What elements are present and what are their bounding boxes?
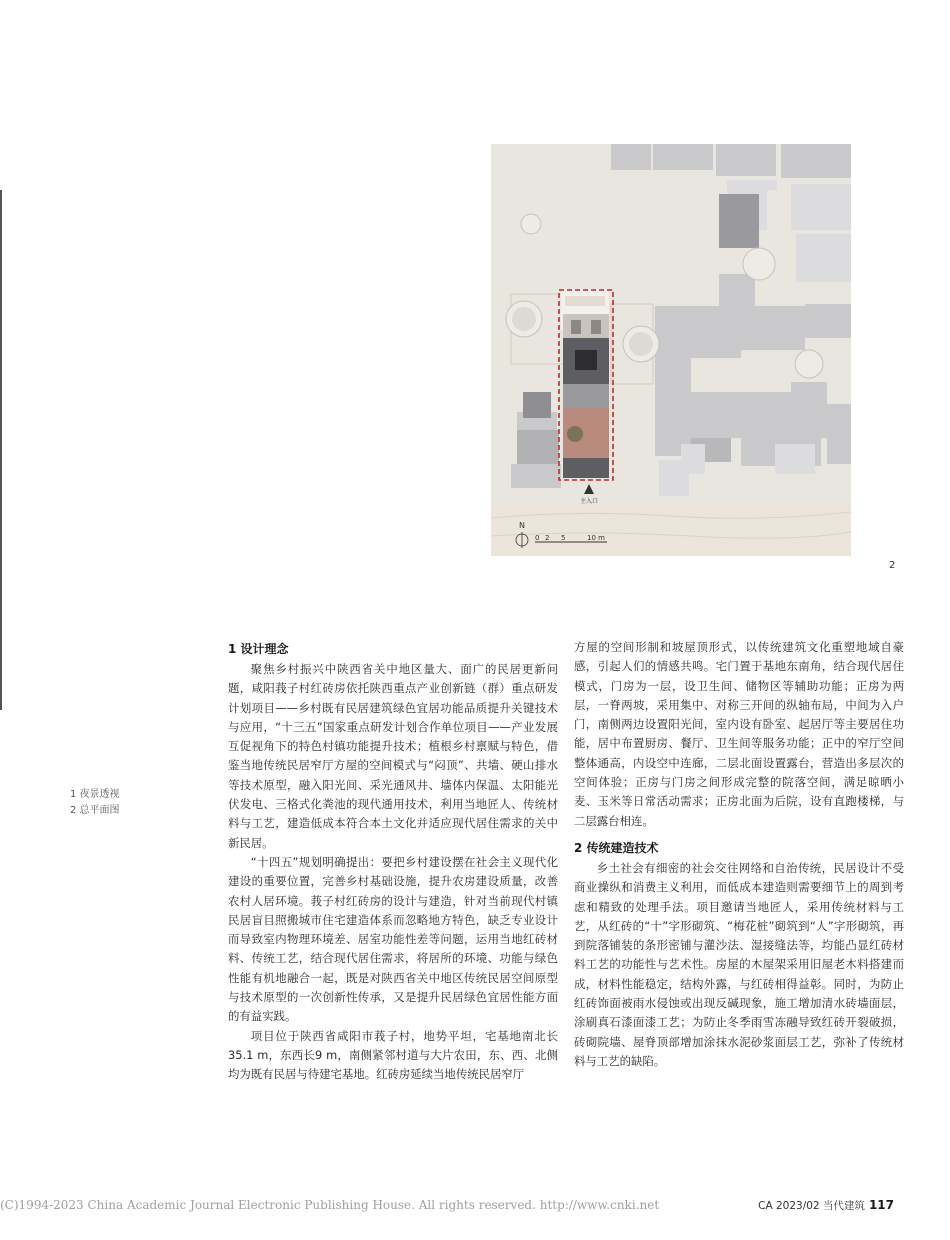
stair bbox=[565, 296, 605, 306]
scale-label-10m: 10 m bbox=[587, 534, 605, 542]
building bbox=[523, 392, 551, 418]
figure-number: 2 bbox=[889, 560, 896, 571]
village-road bbox=[491, 504, 851, 556]
building bbox=[775, 444, 815, 474]
section-heading: 1 设计理念 bbox=[228, 642, 289, 656]
terrace-detail bbox=[571, 320, 581, 334]
building bbox=[791, 184, 851, 230]
section-heading: 2 传统建造技术 bbox=[574, 840, 659, 855]
tree bbox=[521, 214, 541, 234]
gatehouse bbox=[563, 458, 609, 478]
north-label: N bbox=[519, 521, 525, 530]
courtyard-tree bbox=[567, 426, 583, 442]
entrance-label: 主入口 bbox=[579, 498, 599, 505]
scale-label-2: 2 bbox=[545, 534, 550, 542]
building bbox=[796, 234, 851, 282]
caption: 1 夜景透视 bbox=[70, 789, 120, 800]
text-column-left bbox=[228, 640, 558, 1085]
scale-label-0: 0 bbox=[535, 534, 540, 542]
page-edge-rule bbox=[0, 190, 2, 710]
building bbox=[727, 180, 777, 190]
paragraph: 项目位于陕西省咸阳市莪子村，地势平坦，宅基地南北长35.1 m，东西长9 m，南侧紧邻村道与大片农田，东、西、北侧均为既有民居与待建宅基地。红砖房延续当地传统民居窄厅 bbox=[228, 1028, 558, 1082]
text-column-right bbox=[574, 638, 904, 1071]
copyright-notice: (C)1994-2023 China Academic Journal Electronic Publishing House. All rights reserved. http://www.cnki.net bbox=[0, 1198, 660, 1212]
scale-label-5: 5 bbox=[561, 534, 566, 542]
building bbox=[781, 144, 851, 178]
building bbox=[805, 304, 851, 338]
building bbox=[719, 274, 755, 306]
building bbox=[655, 306, 691, 386]
journal-info: CA 2023/02 当代建筑 bbox=[758, 1200, 865, 1212]
paragraph: 聚焦乡村振兴中陕西省关中地区量大、面广的民居更新问题，咸阳莪子村红砖房依托陕西重点产业创新链（群）重点研发计划项目——乡村既有民居建筑绿色宜居功能品质提升关键技术与应用，“十三五”国家重点研发计划合作单位项目——产业发展互促视角下的特色村镇功能提升技术；植根乡村禀赋与特色，借鉴当地传统民居窄厅方屋的空间模式与“闷顶”、共墙、硬山排水等技术原型，融入阳光间、采光通风井、墙体内保温、太阳能光伏发电、三格式化粪池的现代通用技术，利用当地匠人、传统材料与工艺，建造低成本符合本土文化并适应现代居住需求的关中新民居。 bbox=[228, 662, 558, 850]
tree bbox=[512, 307, 536, 331]
tree bbox=[743, 248, 775, 280]
building bbox=[653, 144, 713, 170]
paragraph: 方屋的空间形制和坡屋顶形式，以传统建筑文化重塑地域自豪感，引起人们的情感共鸣。宅门置于基地东南角，结合现代居住模式，门房为一层，设卫生间、储物区等辅助功能；正房为两层，一脊两坡，采用集中、对称三开间的纵轴布局，中间为入户门，南侧两边设置阳光间，室内设有卧室、起居厅等主要居住功能，居中布置厨房、餐厅、卫生间等服务功能；正中的窄厅空间整体通高，内设空中连廊，二层北面设置露台，营造出多层次的空间体验；正房与门房之间形成完整的院落空间，满足晾晒小麦、玉米等日常活动需求；正房北面为后院，设有直跑楼梯，与二层露台相连。 bbox=[574, 640, 904, 828]
terrace bbox=[563, 314, 609, 338]
page-footer bbox=[758, 1198, 894, 1213]
building bbox=[716, 144, 776, 176]
main-house-south bbox=[563, 384, 609, 408]
paragraph: 乡土社会有细密的社会交往网络和自治传统，民居设计不受商业操纵和消费主义利用，而低成本建造则需要细节上的周到考虑和精致的处理手法。项目邀请当地匠人，采用传统材料与工艺，从红砖的“十”字形砌筑、“梅花桩”砌筑到“人”字形砌筑，再到院落铺装的条形密铺与灌沙法、湿接缝法等，均能凸显红砖材料工艺的功能性与艺术性。房屋的木屋架采用旧屋老木料搭建而成，材料性能稳定，结构外露，与红砖相得益彰。同时，为防止红砖饰面被雨水侵蚀或出现反碱现象，施工增加清水砖墙面层，涂刷真石漆面漆工艺；为防止冬季雨雪冻融导致红砖开裂破损，砖砌院墙、屋脊顶部增加涂抹水泥砂浆面层工艺，弥补了传统材料与工艺的缺陷。 bbox=[574, 860, 904, 1068]
paragraph: “十四五”规划明确提出：要把乡村建设摆在社会主义现代化建设的重要位置，完善乡村基础设施，提升农房建设质量，改善农村人居环境。莪子村红砖房的设计与建造，针对当前现代村镇民居盲目照搬城市住宅建造体系而忽略地方特色，缺乏专业设计而导致室内物理环境差、居室功能性差等问题，运用当地红砖材料、传统工艺，结合现代居住需求，将居所的环境、功能与绿色性能有机地融合一起，既是对陕西省关中地区传统民居空间原型与技术原型的一次创新性传承，又是提升民居绿色宜居性能方面的有益实践。 bbox=[228, 854, 558, 1024]
site-plan-svg bbox=[491, 144, 851, 556]
building bbox=[827, 404, 851, 464]
page-number: 117 bbox=[868, 1198, 894, 1212]
site-plan-figure bbox=[491, 144, 851, 556]
terrace-detail bbox=[591, 320, 601, 334]
tree bbox=[795, 350, 823, 378]
building bbox=[611, 144, 651, 170]
figure-captions bbox=[70, 787, 120, 819]
building bbox=[719, 194, 759, 248]
solar-panel bbox=[575, 350, 597, 370]
building bbox=[691, 306, 741, 358]
building bbox=[659, 460, 689, 496]
building bbox=[511, 464, 561, 488]
tree bbox=[629, 332, 653, 356]
caption: 2 总平面图 bbox=[70, 805, 120, 816]
building bbox=[741, 306, 805, 350]
